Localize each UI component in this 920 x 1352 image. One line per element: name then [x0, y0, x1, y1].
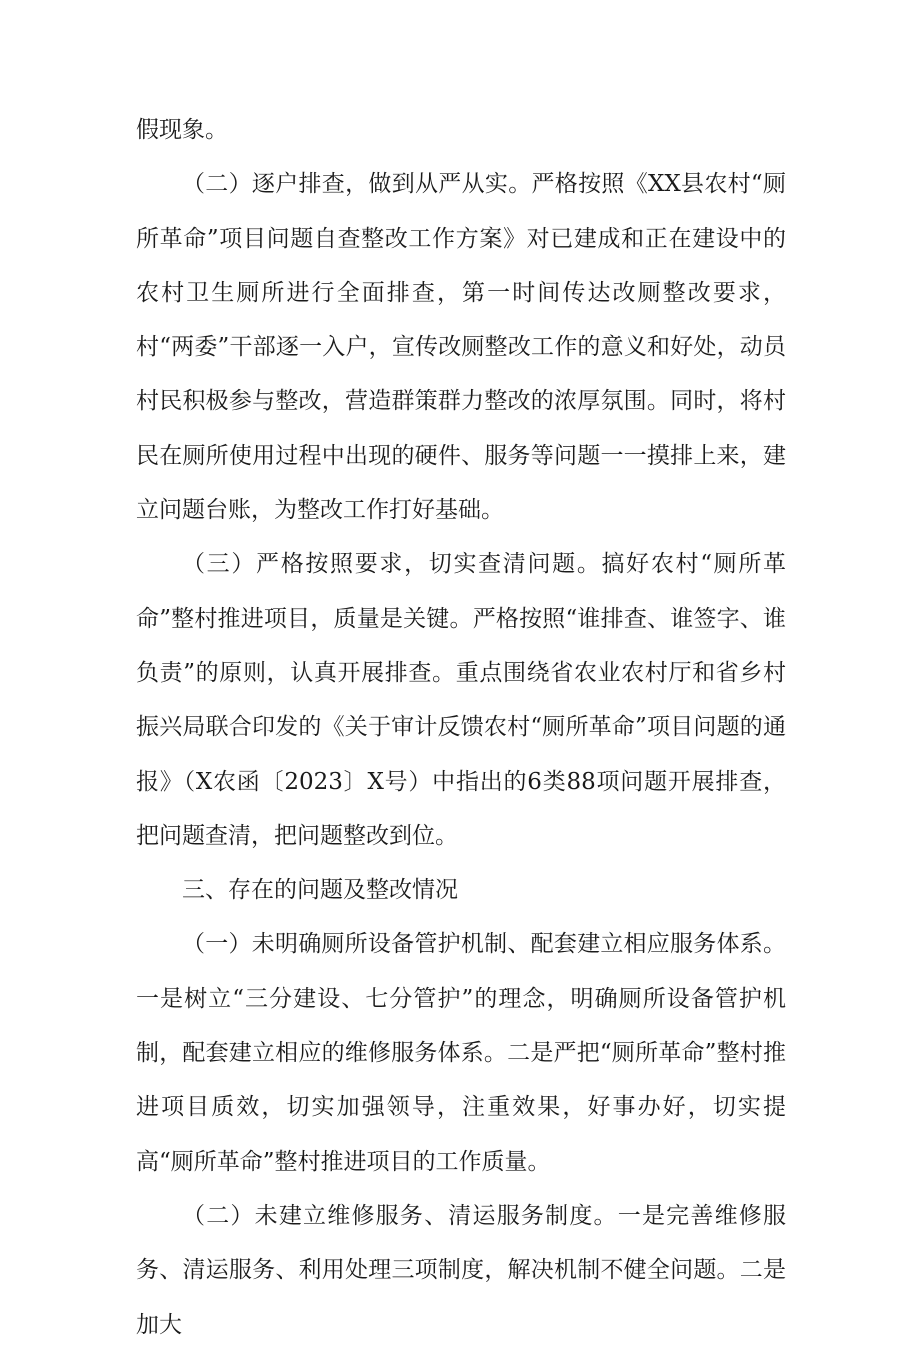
paragraph-item-2: （二）逐户排查，做到从严从实。严格按照《XX县农村“厕所革命”项目问题自查整改工作方案》对已建成和正在建设中的农村卫生厕所进行全面排查，第一时间传达改厕整改要求，村“两委”干部逐一入户，宣传改厕整改工作的意义和好处，动员村民积极参与整改，营造群策群力整改的浓厚氛围。同时，将村民在厕所使用过程中出现的硬件、服务等问题一一摸排上来，建立问题台账，为整改工作打好基础。 — [136, 171, 786, 524]
paragraph-issue-2: （二）未建立维修服务、清运服务制度。一是完善维修服务、清运服务、利用处理三项制度，解决机制不健全问题。二是加大 — [136, 1202, 786, 1338]
paragraph-item-3: （三）严格按照要求，切实查清问题。搞好农村“厕所革命”整村推进项目，质量是关键。严格按照“谁排查、谁签字、谁负责”的原则，认真开展排查。重点围绕省农业农村厅和省乡村振兴局联合印发的《关于审计反馈农村“厕所革命”项目问题的通报》（X农函〔2023〕X号）中指出的6类88项问题开展排查，把问题查清，把问题整改到位。 — [136, 551, 786, 849]
paragraph-issue-1: （一）未明确厕所设备管护机制、配套建立相应服务体系。一是树立“三分建设、七分管护”的理念，明确厕所设备管护机制，配套建立相应的维修服务体系。二是严把“厕所革命”整村推进项目质效，切实加强领导，注重效果，好事办好，切实提高“厕所革命”整村推进项目的工作质量。 — [136, 931, 786, 1175]
section-heading-3: 三、存在的问题及整改情况 — [182, 877, 458, 904]
document-body — [136, 103, 786, 1352]
paragraph-continuation: 假现象。 — [136, 117, 228, 143]
